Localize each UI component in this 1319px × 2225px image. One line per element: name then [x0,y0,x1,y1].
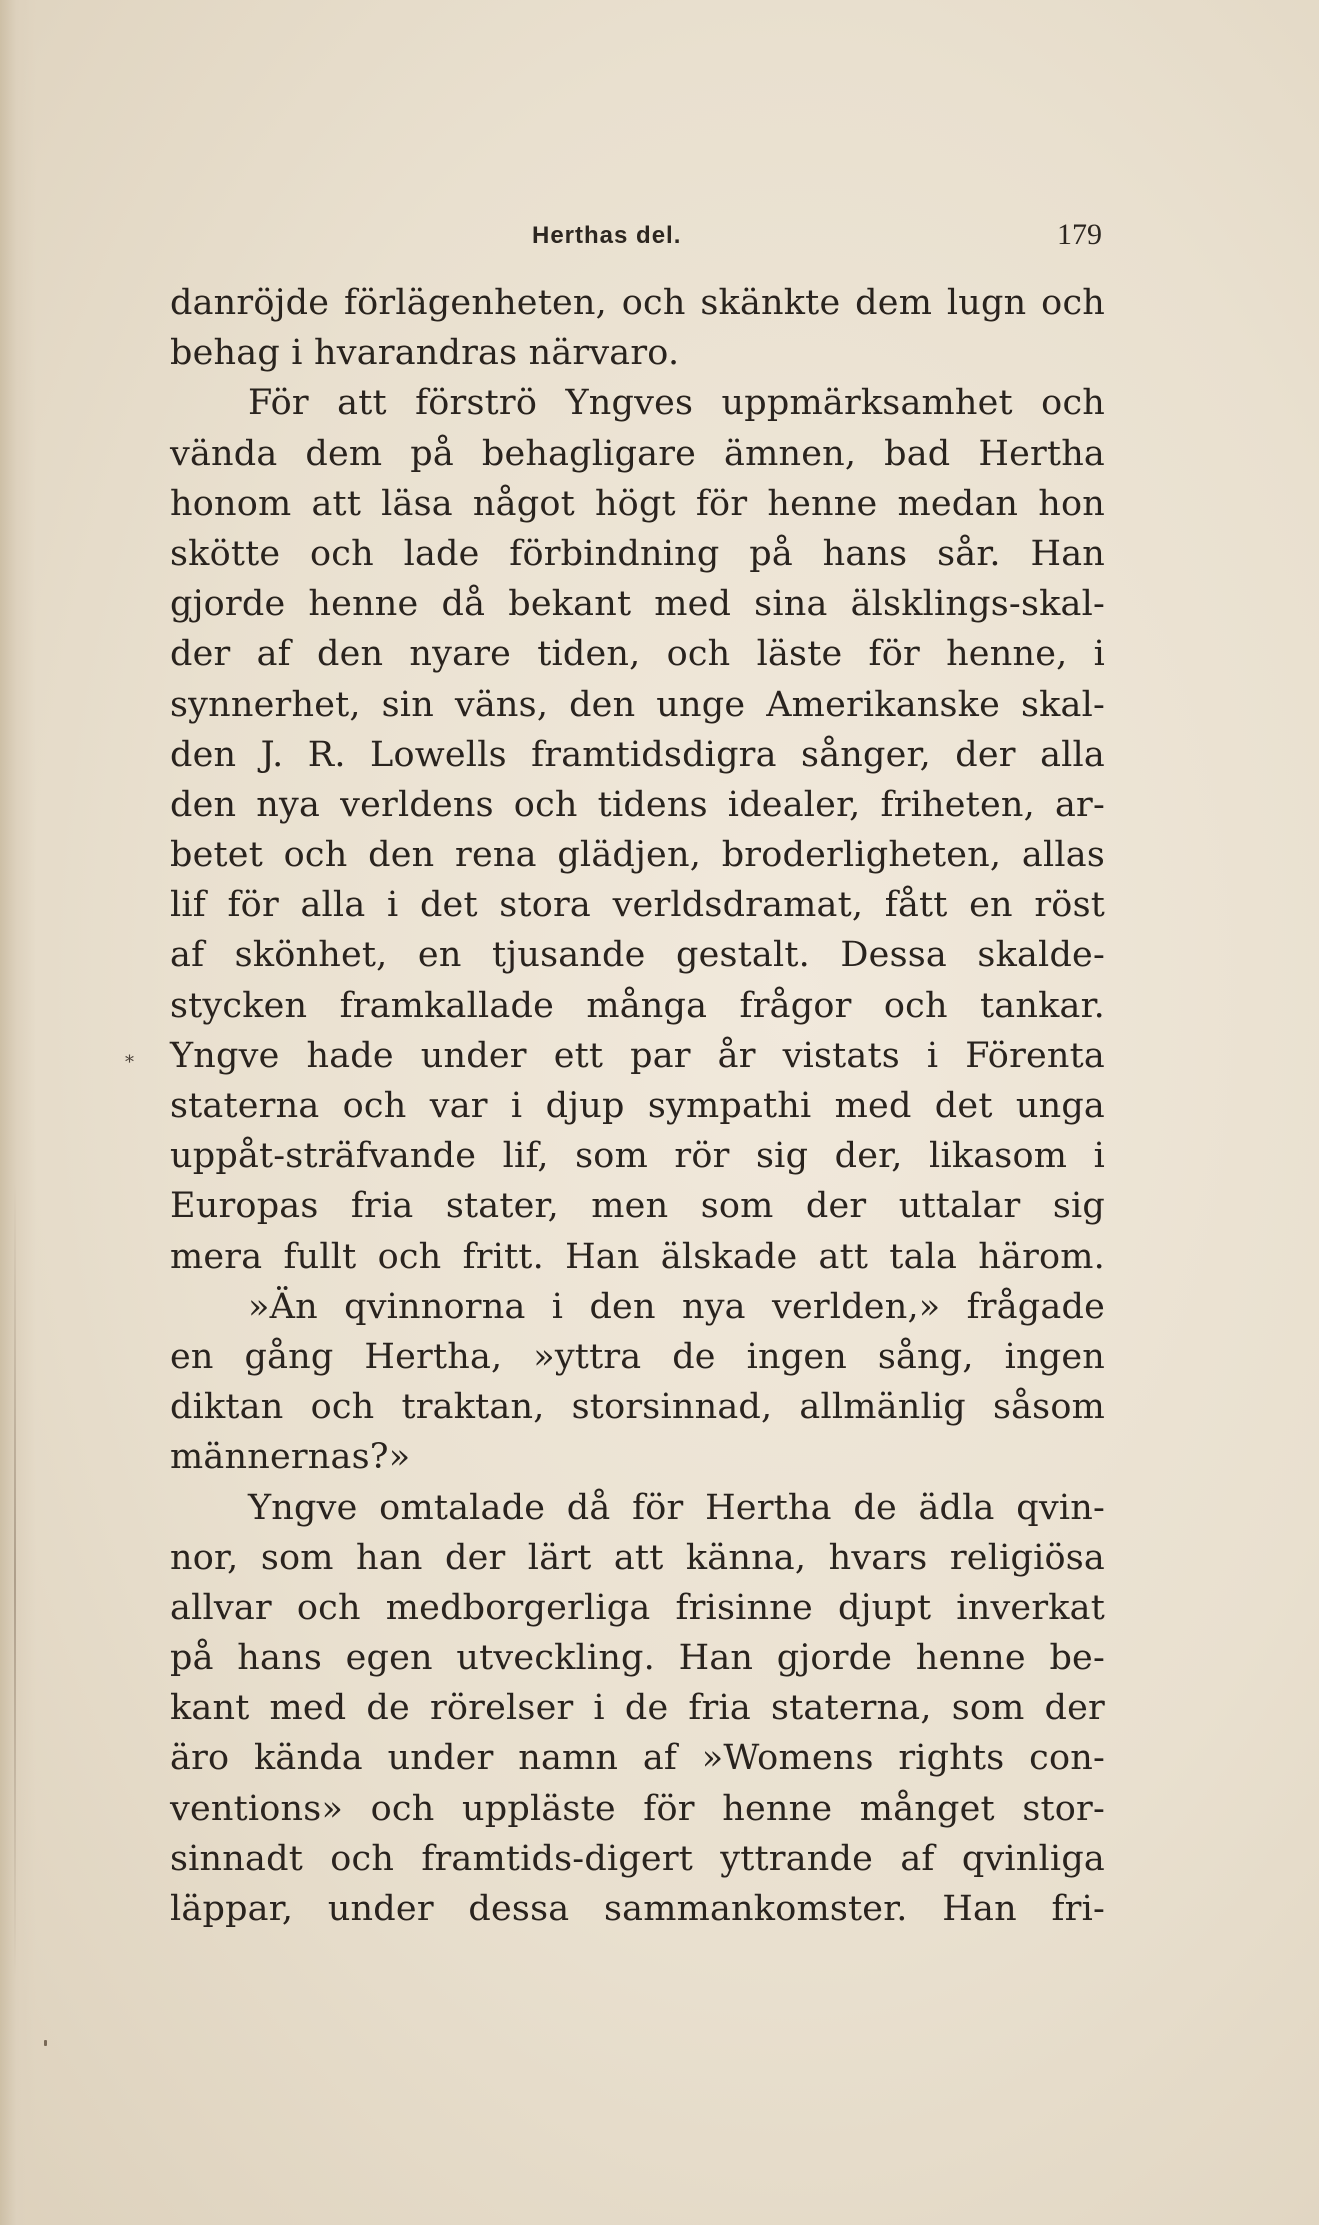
text-line: nor, som han der lärt att känna, hvars religiösa [170,1537,1105,1578]
text-line: af skönhet, en tjusande gestalt. Dessa skalde- [170,935,1105,976]
text-line: äro kända under namn af »Womens rights con- [170,1738,1105,1779]
margin-mark: * [125,1052,134,1073]
text-line: den J. R. Lowells framtidsdigra sånger, der alla [170,734,1105,775]
text-line: der af den nyare tiden, och läste för henne, i [170,634,1105,675]
text-line: läppar, under dessa sammankomster. Han fri- [170,1889,1105,1929]
paper-speck [44,2040,47,2046]
text-line: allvar och medborgerliga frisinne djupt inverkat [170,1587,1105,1628]
text-line: För att förströ Yngves uppmärksamhet och [248,383,1105,424]
text-line: vända dem på behagligare ämnen, bad Hertha [170,433,1105,474]
text-line: staterna och var i djup sympathi med det unga [170,1086,1105,1126]
page-edge-shadow [0,0,36,2225]
text-line: skötte och lade förbindning på hans sår. Han [170,533,1105,574]
text-line: uppåt-sträfvande lif, som rör sig der, likasom i [170,1136,1105,1177]
text-line: den nya verldens och tidens idealer, friheten, ar- [170,784,1105,825]
running-title: Herthas del. [532,222,682,249]
gutter-line [14,1180,16,1980]
text-line: på hans egen utveckling. Han gjorde henne be- [170,1638,1105,1679]
text-line: männernas?» [170,1437,411,1478]
text-line: ventions» och uppläste för henne månget stor- [170,1788,1105,1829]
text-line: gjorde henne då bekant med sina älsklings-skal- [170,584,1105,625]
text-line: stycken framkallade många frågor och tankar. [170,985,1105,1026]
text-line: Europas fria stater, men som der uttalar sig [170,1186,1105,1227]
text-line: behag i hvarandras närvaro. [170,333,680,374]
text-line: danröjde förlägenheten, och skänkte dem lugn och [170,283,1105,323]
text-line: kant med de rörelser i de fria staterna, som der [170,1688,1105,1729]
text-line: Yngve omtalade då för Hertha de ädla qvin- [248,1487,1105,1528]
text-line: en gång Hertha, »yttra de ingen sång, ingen [170,1336,1105,1377]
text-line: »Än qvinnorna i den nya verlden,» frågade [248,1286,1105,1327]
text-line: sinnadt och framtids-digert yttrande af qvinliga [170,1838,1105,1879]
page-number: 179 [1057,218,1102,251]
text-line: mera fullt och fritt. Han älskade att tala härom. [170,1236,1105,1277]
text-line: Yngve hade under ett par år vistats i Förenta [170,1035,1105,1076]
body-text [170,278,1105,1934]
text-line: lif för alla i det stora verldsdramat, fått en röst [170,885,1105,926]
text-line: diktan och traktan, storsinnad, allmänlig såsom [170,1387,1105,1428]
text-line: synnerhet, sin väns, den unge Amerikanske skal- [170,684,1105,725]
running-head [172,218,1102,258]
text-line: betet och den rena glädjen, broderligheten, allas [170,835,1105,876]
text-line: honom att läsa något högt för henne medan hon [170,483,1105,524]
